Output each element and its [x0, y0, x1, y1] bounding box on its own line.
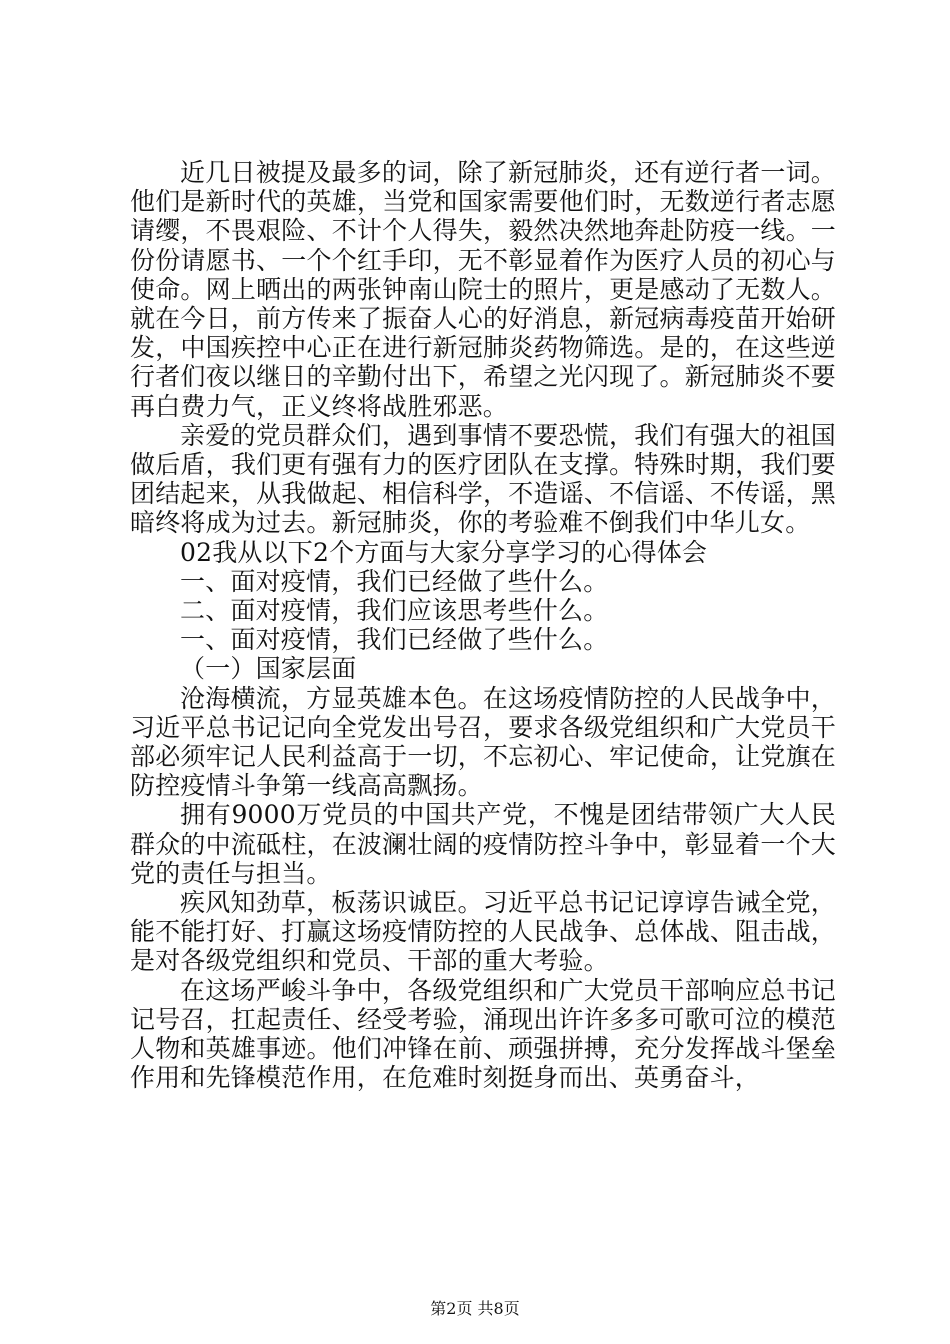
page-footer: 第2页 共8页	[430, 1299, 520, 1318]
paragraph-1: 近几日被提及最多的词，除了新冠肺炎，还有逆行者一词。他们是新时代的英雄，当党和国家需要他们时，无数逆行者志愿请缨，不畏艰险、不计个人得失，毅然决然地奔赴防疫一线。一份份请愿书、一个个红手印，无不彰显着作为医疗人员的初心与使命。网上晒出的两张钟南山院士的照片，更是感动了无数人。就在今日，前方传来了振奋人心的好消息，新冠病毒疫苗开始研发，中国疾控中心正在进行新冠肺炎药物筛选。是的，在这些逆行者们夜以继日的辛勤付出下，希望之光闪现了。新冠肺炎不要再白费力气，正义终将战胜邪恶。	[130, 158, 836, 421]
paragraph-9: 拥有9000万党员的中国共产党，不愧是团结带领广大人民群众的中流砥柱，在波澜壮阔的疫情防控斗争中，彰显着一个大党的责任与担当。	[130, 800, 836, 888]
paragraph-7: （一）国家层面	[180, 654, 357, 684]
paragraph-10: 疾风知劲草，板荡识诚臣。习近平总书记记谆谆告诫全党，能不能打好、打赢这场疫情防控的人民战争、总体战、阻击战，是对各级党组织和党员、干部的重大考验。	[130, 888, 836, 976]
paragraph-4: 一、面对疫情，我们已经做了些什么。	[180, 566, 609, 596]
document-body	[130, 158, 836, 1093]
paragraph-3: 02我从以下2个方面与大家分享学习的心得体会	[180, 537, 708, 567]
paragraph-5: 二、面对疫情，我们应该思考些什么。	[180, 596, 609, 626]
paragraph-6: 一、面对疫情，我们已经做了些什么。	[180, 625, 609, 655]
paragraph-2: 亲爱的党员群众们，遇到事情不要恐慌，我们有强大的祖国做后盾，我们更有强有力的医疗团队在支撑。特殊时期，我们要团结起来，从我做起、相信科学，不造谣、不信谣、不传谣，黑暗终将成为过去。新冠肺炎，你的考验难不倒我们中华儿女。	[130, 420, 836, 538]
paragraph-8: 沧海横流，方显英雄本色。在这场疫情防控的人民战争中，习近平总书记记向全党发出号召，要求各级党组织和广大党员干部必须牢记人民利益高于一切，不忘初心、牢记使命，让党旗在防控疫情斗争第一线高高飘扬。	[130, 683, 836, 801]
paragraph-11: 在这场严峻斗争中，各级党组织和广大党员干部响应总书记记号召，扛起责任、经受考验，涌现出许许多多可歌可泣的模范人物和英雄事迹。他们冲锋在前、顽强拼搏，充分发挥战斗堡垒作用和先锋模范作用，在危难时刻挺身而出、英勇奋斗，	[130, 975, 836, 1093]
